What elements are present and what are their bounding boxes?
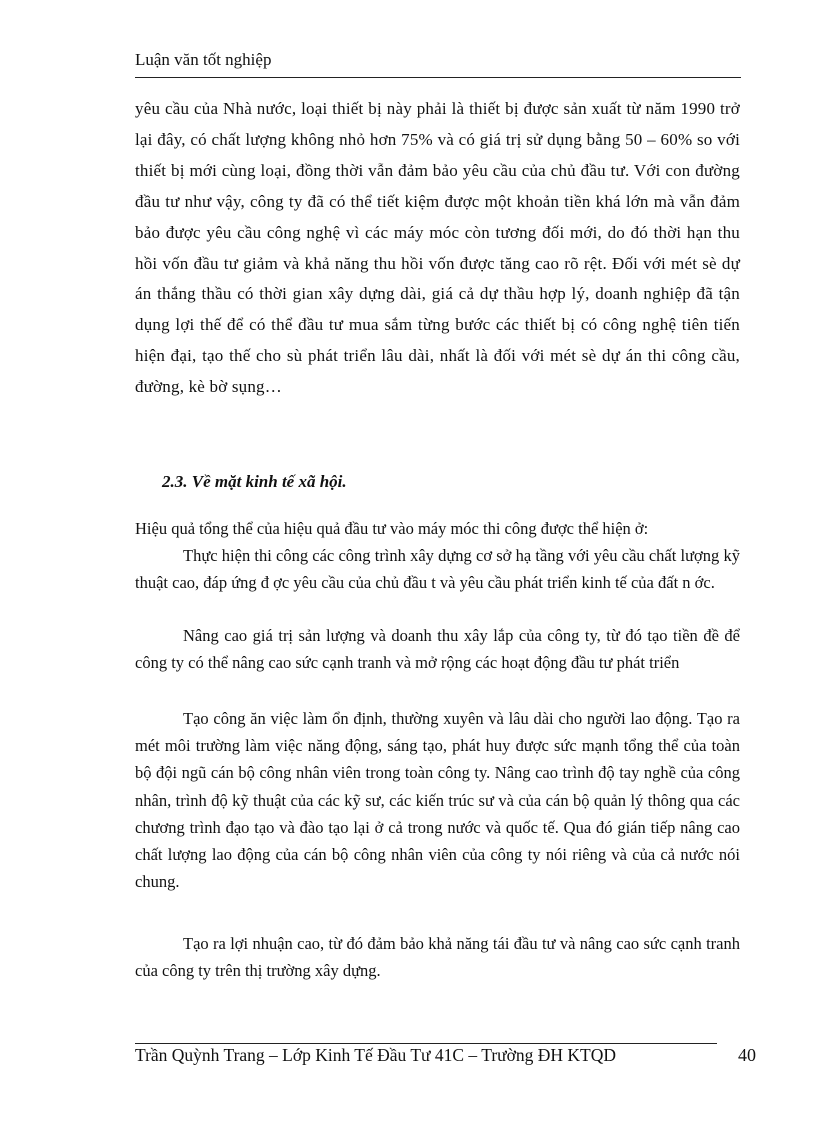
list-item: Tạo ra lợi nhuận cao, từ đó đảm bảo khả năng tái đầu tư và nâng cao sức cạnh tranh của công ty trên thị trường xây dựng. bbox=[135, 934, 740, 981]
page-number: 40 bbox=[738, 1045, 756, 1065]
header-divider bbox=[135, 77, 741, 78]
list-item: Thực hiện thi công các công trình xây dựng cơ sở hạ tầng với yêu cầu chất lượng kỹ thuật cao, đáp ứng đ ợc yêu cầu của chủ đầu t và yêu cầu phát triển kinh tế của đất n ớc. bbox=[135, 546, 740, 593]
section-heading: 2.3. Về mặt kinh tế xã hội. bbox=[162, 472, 347, 491]
body-paragraph-1: yêu cầu của Nhà nước, loại thiết bị này phải là thiết bị được sản xuất từ năm 1990 trở lại đây, có chất lượng không nhỏ hơn 75% và có giá trị sử dụng bằng 50 – 60% so với thiết bị mới cùng loại, đồng thời vẫn đảm bảo yêu cầu của chủ đầu tư. Với con đường đầu tư như vậy, công ty đã có thể tiết kiệm được một khoản tiền khá lớn mà vẫn đảm bảo được yêu cầu công nghệ vì các máy móc còn tương đối mới, do đó thời hạn thu hồi vốn đầu tư giảm và khả năng thu hồi vốn được tăng cao rõ rệt. Đối với mét sè dự án thắng thầu có thời gian xây dựng dài, giá cả dự thầu hợp lý, doanh nghiệp đã tận dụng lợi thế để có thể đầu tư mua sắm từng bước các thiết bị có công nghệ tiên tiến hiện đại, tạo thế cho sù phát triển lâu dài, nhất là đối với mét sè dự án thi công cầu, đường, kè bờ sụng… bbox=[135, 99, 740, 397]
body-paragraph-2: Hiệu quả tổng thể của hiệu quả đầu tư vào máy móc thi công được thể hiện ở: bbox=[135, 519, 649, 538]
list-item: Tạo công ăn việc làm ổn định, thường xuyên và lâu dài cho người lao động. Tạo ra mét môi trường làm việc năng động, sáng tạo, phát huy được sức mạnh tổng thể của toàn bộ đội ngũ cán bộ công nhân viên trong toàn công ty. Nâng cao trình độ tay nghề của công nhân, trình độ kỹ thuật của các kỹ sư, các kiến trúc sư và của cán bộ quản lý thông qua các chương trình đạo tạo và đào tạo lại ở cả trong nước và quốc tế. Qua đó gián tiếp nâng cao chất lượng lao động của cán bộ công nhân viên của công ty nói riêng và của cả nước nói chung. bbox=[135, 709, 740, 892]
page-header-title: Luận văn tốt nghiệp bbox=[135, 50, 272, 69]
list-item: Nâng cao giá trị sản lượng và doanh thu xây lắp của công ty, từ đó tạo tiền đề để công ty có thể nâng cao sức cạnh tranh và mở rộng các hoạt động đầu tư phát triển bbox=[135, 626, 740, 673]
footer-text: Trần Quỳnh Trang – Lớp Kinh Tế Đầu Tư 41C – Trường ĐH KTQD bbox=[135, 1045, 617, 1065]
footer-divider bbox=[135, 1043, 717, 1044]
